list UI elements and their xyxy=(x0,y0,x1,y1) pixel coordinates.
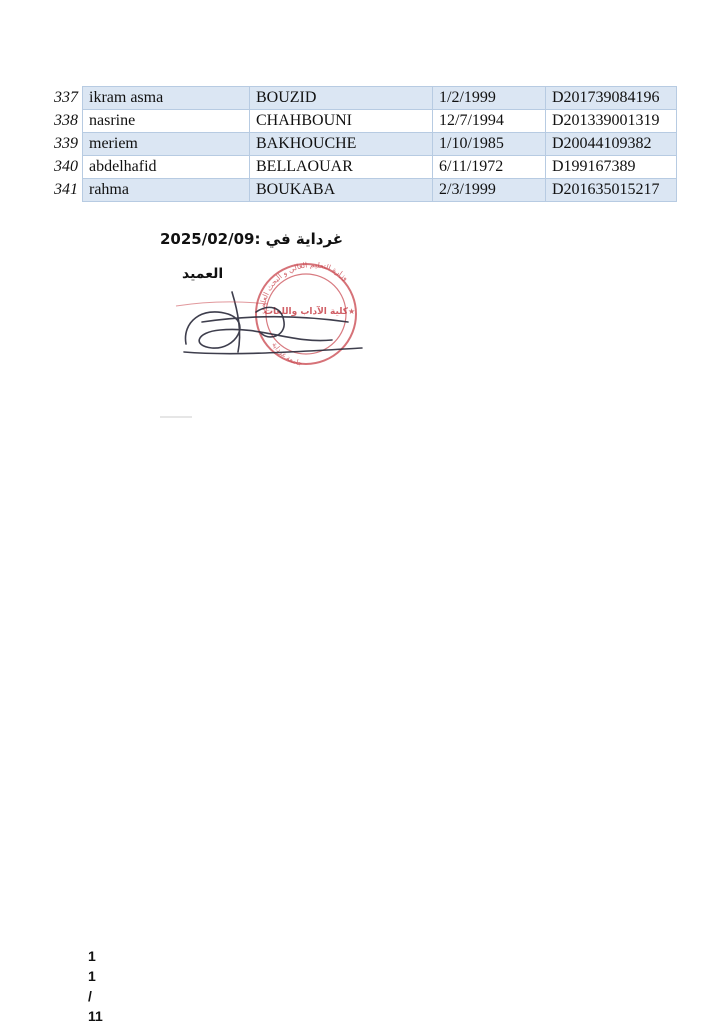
page-counter-part: 1 xyxy=(88,968,96,984)
row-number: 340 xyxy=(54,158,78,175)
table-row xyxy=(48,110,677,133)
last-name-cell: CHAHBOUNI xyxy=(250,110,433,133)
first-name-cell: rahma xyxy=(83,179,250,202)
stamp-outer-text: وزارة التعليم العالي و البحث العلمي xyxy=(256,260,351,315)
stamp-star-icon: ★ xyxy=(348,307,356,316)
stamp-inner-text: كلية الآداب واللغات xyxy=(263,307,349,317)
stamp-bottom-text: جامعة غرداية xyxy=(270,340,304,368)
first-name-cell: nasrine xyxy=(83,110,250,133)
last-name-cell: BELLAOUAR xyxy=(250,156,433,179)
birth-date-cell: 6/11/1972 xyxy=(433,156,546,179)
last-name-cell: BOUZID xyxy=(250,87,433,110)
page-counter-part: 1 xyxy=(88,948,96,964)
page-counter xyxy=(88,946,103,1026)
table-row xyxy=(48,179,677,202)
document-id-cell: D199167389 xyxy=(546,156,677,179)
document-id-cell: D201635015217 xyxy=(546,179,677,202)
row-number: 341 xyxy=(54,181,78,198)
first-name-cell: ikram asma xyxy=(83,87,250,110)
birth-date-cell: 12/7/1994 xyxy=(433,110,546,133)
first-name-cell: meriem xyxy=(83,133,250,156)
table-row xyxy=(48,156,677,179)
table-row xyxy=(48,87,677,110)
last-name-cell: BAKHOUCHE xyxy=(250,133,433,156)
row-number: 337 xyxy=(54,89,78,106)
document-id-cell: D20044109382 xyxy=(546,133,677,156)
scan-artifact xyxy=(160,416,192,418)
birth-date-cell: 1/10/1985 xyxy=(433,133,546,156)
student-table xyxy=(48,86,677,202)
document-id-cell: D201339001319 xyxy=(546,110,677,133)
page-counter-part: 11 xyxy=(88,1008,103,1024)
first-name-cell: abdelhafid xyxy=(83,156,250,179)
page-counter-part: / xyxy=(88,988,92,1004)
birth-date-cell: 1/2/1999 xyxy=(433,87,546,110)
place-date-line: غرداية في :2025/02/09 xyxy=(160,230,344,248)
dean-title: العميد xyxy=(182,266,224,282)
table-row xyxy=(48,133,677,156)
row-number: 339 xyxy=(54,135,78,152)
document-id-cell: D201739084196 xyxy=(546,87,677,110)
row-number: 338 xyxy=(54,112,78,129)
birth-date-cell: 2/3/1999 xyxy=(433,179,546,202)
last-name-cell: BOUKABA xyxy=(250,179,433,202)
